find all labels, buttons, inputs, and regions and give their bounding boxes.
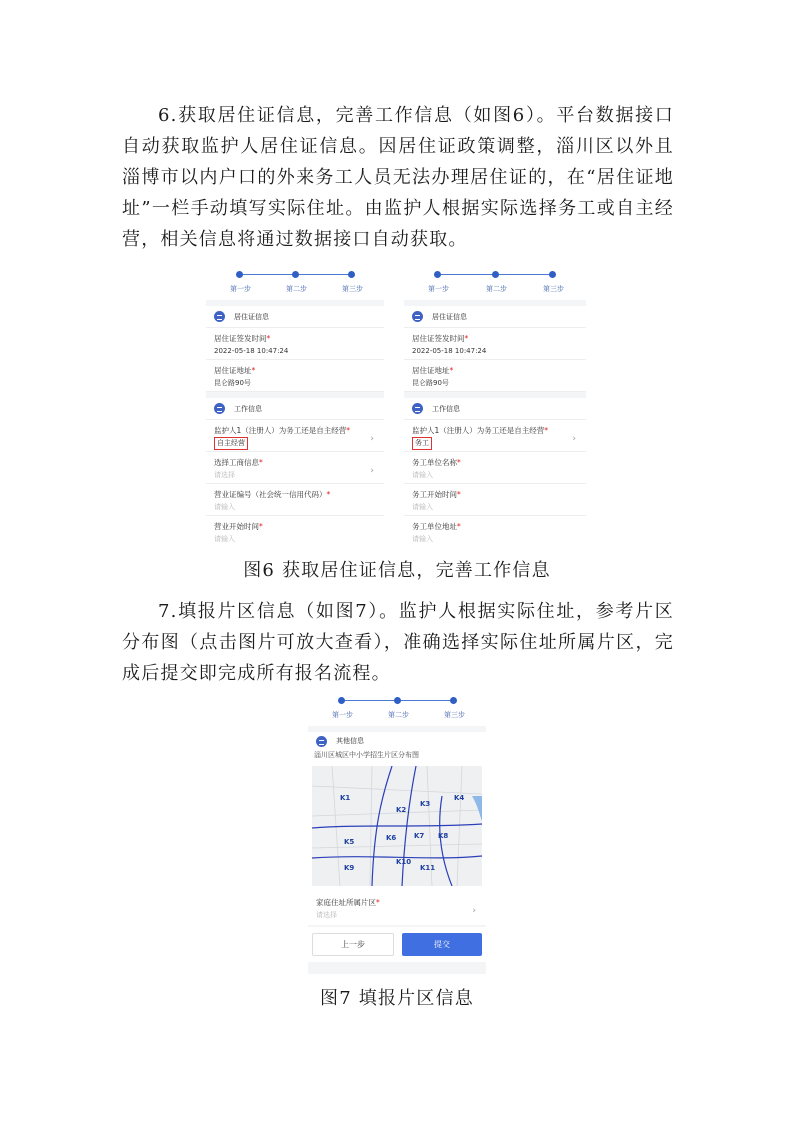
residence-section [404, 306, 586, 392]
other-info-section [308, 732, 486, 925]
residence-section [206, 306, 384, 392]
chevron-right-icon: › [370, 466, 374, 476]
briefcase-icon [412, 403, 423, 414]
business-start-input[interactable]: 营业开始时间* 请输入 [206, 516, 384, 544]
submit-button[interactable]: 提交 [402, 933, 482, 956]
zone-label: K1 [340, 794, 351, 802]
map-roads [312, 766, 482, 886]
license-number-input[interactable]: 营业证编号（社会统一信用代码）* 请输入 [206, 484, 384, 516]
issue-time-value: 2022-05-18 10:47:24 [214, 347, 289, 355]
zone-label: K11 [420, 864, 436, 872]
paragraph-text: 7.填报片区信息（如图7）。监护人根据实际住址，参考片区分布图（点击图片可放大查看），准确选择实际住址所属片区，完成后提交即完成所有报名流程。 [122, 601, 674, 684]
zone-label: K4 [454, 794, 465, 802]
info-icon [316, 736, 327, 747]
issue-time-row: 居住证签发时间* 2022-05-18 10:47:24 [404, 328, 586, 360]
chevron-right-icon: › [572, 434, 576, 444]
section-header: 居住证信息 [404, 306, 586, 328]
employer-name-input[interactable]: 务工单位名称* 请输入 [404, 452, 586, 484]
work-type-value: 自主经营 [214, 437, 248, 450]
zone-label: K2 [396, 806, 407, 814]
screenshot-worker [404, 262, 586, 544]
screenshot-self-employed [206, 262, 384, 544]
work-start-input[interactable]: 务工开始时间* 请输入 [404, 484, 586, 516]
id-card-icon [412, 311, 423, 322]
step-dot [549, 271, 556, 278]
step-label: 第一步 [332, 711, 353, 719]
paragraph-text: 6.获取居住证信息，完善工作信息（如图6）。平台数据接口自动获取监护人居住证信息。因居住证政策调整，淄川区以外且淄博市以内户口的外来务工人员无法办理居住证的，在“居住证地址”一栏手动填写实际住址。由监护人根据实际选择务工或自主经营，相关信息将通过数据接口自动获取。 [122, 105, 674, 250]
figure7-caption: 图7 填报片区信息 [320, 988, 474, 1009]
district-select[interactable]: 家庭住址所属片区* 请选择 › [316, 898, 476, 919]
residence-address-row[interactable]: 居住证地址* 昆仑路90号 [206, 360, 384, 392]
work-section [206, 398, 384, 544]
step-indicator [308, 688, 486, 726]
step-dot [236, 271, 243, 278]
zone-label: K9 [344, 864, 355, 872]
briefcase-icon [214, 403, 225, 414]
step-label: 第二步 [486, 285, 507, 293]
zone-label: K8 [438, 832, 449, 840]
screenshot-district [308, 688, 486, 974]
id-card-icon [214, 311, 225, 322]
step-dot [338, 697, 345, 704]
figure6-caption: 图6 获取居住证信息，完善工作信息 [243, 560, 551, 581]
paragraph-step6 [122, 100, 674, 255]
map-title: 淄川区城区中小学招生片区分布图 [314, 751, 419, 759]
section-header: 居住证信息 [206, 306, 384, 328]
paragraph-step7 [122, 596, 674, 689]
chevron-right-icon: › [370, 434, 374, 444]
step-label: 第二步 [286, 285, 307, 293]
section-header: 其他信息 [308, 732, 486, 750]
work-type-select[interactable]: 监护人1（注册人）为务工还是自主经营* 务工 › [404, 420, 586, 452]
step-indicator [404, 262, 586, 300]
section-header: 工作信息 [404, 398, 586, 420]
zone-label: K3 [420, 800, 431, 808]
zone-label: K7 [414, 832, 425, 840]
previous-step-button[interactable]: 上一步 [312, 933, 394, 956]
issue-time-row: 居住证签发时间* 2022-05-18 10:47:24 [206, 328, 384, 360]
step-dot [492, 271, 499, 278]
action-bar [308, 927, 486, 962]
step-dot [434, 271, 441, 278]
work-section [404, 398, 586, 544]
step-dot [348, 271, 355, 278]
residence-address-value: 昆仑路90号 [214, 379, 251, 387]
zone-label: K10 [396, 858, 412, 866]
work-type-select[interactable]: 监护人1（注册人）为务工还是自主经营* 自主经营 › [206, 420, 384, 452]
step-label: 第二步 [388, 711, 409, 719]
section-header: 工作信息 [206, 398, 384, 420]
work-type-value: 务工 [412, 437, 432, 450]
business-info-select[interactable]: 选择工商信息* 请选择 › [206, 452, 384, 484]
chevron-right-icon: › [472, 906, 476, 916]
step-label: 第一步 [428, 285, 449, 293]
step-dot [292, 271, 299, 278]
step-label: 第一步 [230, 285, 251, 293]
step-dot [450, 697, 457, 704]
zone-label: K6 [386, 834, 397, 842]
step-label: 第三步 [543, 285, 564, 293]
step-indicator [206, 262, 384, 300]
step-label: 第三步 [342, 285, 363, 293]
step-dot [394, 697, 401, 704]
district-map[interactable] [312, 766, 482, 886]
issue-time-value: 2022-05-18 10:47:24 [412, 347, 487, 355]
residence-address-value: 昆仑路90号 [412, 379, 449, 387]
employer-address-input[interactable]: 务工单位地址* 请输入 [412, 522, 461, 543]
residence-address-row[interactable]: 居住证地址* 昆仑路90号 [404, 360, 586, 392]
step-label: 第三步 [444, 711, 465, 719]
zone-label: K5 [344, 838, 355, 846]
